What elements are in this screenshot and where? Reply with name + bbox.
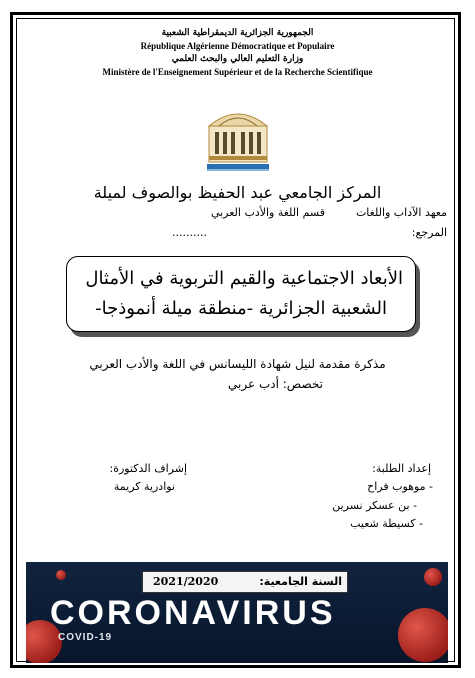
institute-name: معهد الآداب واللغات (355, 206, 447, 219)
academic-year-label: السنة الجامعية: (259, 575, 342, 588)
specialization: تخصص: أدب عربي (228, 377, 323, 391)
supervisor-name: نوادرية كريمة (113, 480, 175, 493)
virus-icon (56, 570, 66, 580)
department-name: قسم اللغة والأدب العربي (210, 206, 325, 219)
republic-french: République Algérienne Démocratique et Populaire (140, 41, 335, 51)
academic-year-value: 2021/2020 (153, 575, 219, 588)
republic-arabic: الجمهورية الجزائرية الديمقراطية الشعبية (161, 28, 314, 38)
thesis-title-line-2: الشعبية الجزائرية -منطقة ميلة أنموذجا- (95, 298, 387, 319)
university-center-name: المركز الجامعي عبد الحفيظ بوالصوف لميلة (93, 183, 382, 202)
prepared-by-label: إعداد الطلبة: (372, 462, 431, 475)
coronavirus-banner-title: CORONAVIRUS (50, 594, 336, 632)
university-logo-icon (205, 98, 271, 172)
ministry-arabic: وزارة التعليم العالي والبحث العلمي (171, 54, 304, 64)
covid-banner-subtitle: COVID-19 (58, 632, 113, 643)
virus-icon (398, 608, 448, 662)
ministry-french: Ministère de l'Enseignement Supérieur et de la Recherche Scientifique (102, 67, 373, 77)
thesis-title-line-1: الأبعاد الاجتماعية والقيم التربوية في الأمثال (85, 268, 403, 289)
student-name: - بن عسكر نسرين (332, 499, 417, 512)
memo-description: مذكرة مقدمة لنيل شهادة الليسانس في اللغة والأدب العربي (89, 357, 386, 371)
student-name: - كسيطة شعيب (350, 517, 423, 530)
supervision-label: إشراف الدكتورة: (109, 462, 187, 475)
student-name: - موهوب فراح (367, 480, 433, 493)
reference-value: .......... (172, 226, 207, 239)
virus-icon (424, 568, 442, 586)
reference-label: المرجع: (411, 226, 447, 239)
